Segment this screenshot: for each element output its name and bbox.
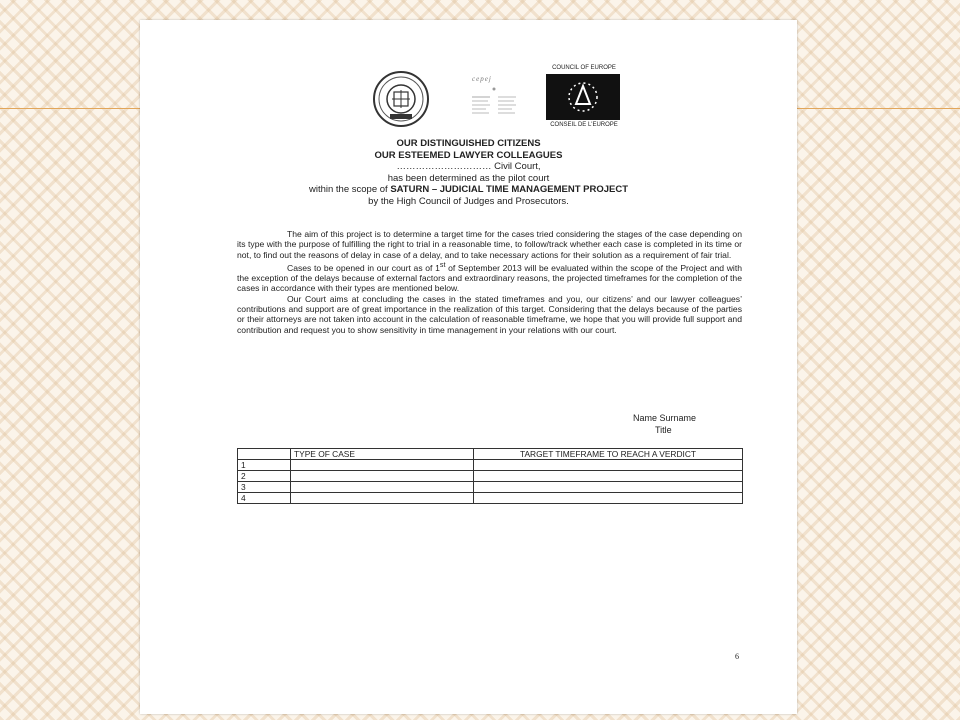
header-line-2: OUR ESTEEMED LAWYER COLLEAGUES — [374, 149, 563, 161]
header-target-timeframe: TARGET TIMEFRAME TO REACH A VERDICT — [474, 449, 743, 460]
row-number: 1 — [238, 460, 291, 471]
council-of-europe-stars-icon — [546, 74, 620, 120]
paragraph-aim: The aim of this project is to determine a target time for the cases tried considering the stages of the case depending on its type with the purpose of fulfilling the right to trial in a reasonable time, to follow/track whether each case is completed in its time or not, to find out the reasons of delay in case of a delay, and to take necessary actions for their solution as a requirement of fair trial. — [237, 229, 742, 260]
target-timeframe-cell — [474, 482, 743, 493]
header-line-6: by the High Council of Judges and Prosecutors. — [368, 195, 569, 207]
court-seal-icon — [372, 70, 430, 128]
signature-block — [633, 413, 696, 436]
coe-subtitle: CONSEIL DE L'EUROPE — [550, 122, 618, 128]
page-number: 6 — [735, 652, 739, 661]
cepej-label: cepej — [472, 75, 492, 83]
logo-row — [140, 65, 797, 133]
header-type-of-case: TYPE OF CASE — [291, 449, 474, 460]
header-line-4: has been determined as the pilot court — [387, 172, 550, 184]
coe-title: COUNCIL OF EUROPE — [552, 65, 616, 71]
ordinal-suffix: st — [439, 260, 446, 269]
header-line-3: ………………………… Civil Court, — [396, 161, 541, 173]
cepej-logo — [450, 75, 540, 123]
type-of-case-cell — [291, 493, 474, 504]
case-timeframe-table — [237, 448, 743, 504]
paragraph-court-aims: Our Court aims at concluding the cases in the stated timeframes and you, our citizens’ and our lawyer colleagues’ contributions and support are of great importance in the realization of this target. Considering that the delays because of the parties or their attorneys are not taken into account in the calculation of reasonable timeframe, we hope that you will provide full support and contribution and request you to show sensitivity in time management in your relations with our court. — [237, 293, 742, 335]
table-row — [238, 471, 743, 482]
letter-body — [237, 229, 742, 335]
row-number: 3 — [238, 482, 291, 493]
header-number — [238, 449, 291, 460]
cepej-logo-icon — [450, 75, 540, 123]
target-timeframe-cell — [474, 493, 743, 504]
header-line-5 — [140, 184, 797, 196]
type-of-case-cell — [291, 471, 474, 482]
document-page — [140, 20, 797, 714]
header-line-1: OUR DISTINGUISHED CITIZENS — [396, 138, 541, 149]
target-timeframe-cell — [474, 471, 743, 482]
header-line-5-prefix: within the scope of — [308, 184, 391, 196]
table-row — [238, 493, 743, 504]
paragraph-cases-start: Cases to be opened in our court as of 1 — [287, 262, 440, 273]
signature-name: Name Surname — [633, 413, 697, 423]
target-timeframe-cell — [474, 460, 743, 471]
paragraph-cases-end: of September 2013 will be evaluated within the scope of the Project and with the exception of the delays because of external factors and extraordinary reasons, the projected timeframes for the completion of the cases in accordance with their types are mentioned below. — [237, 262, 742, 294]
type-of-case-cell — [291, 460, 474, 471]
table-row — [238, 482, 743, 493]
letter-header — [140, 138, 797, 208]
table-row — [238, 460, 743, 471]
signature-title: Title — [655, 424, 672, 435]
paragraph-cases — [237, 260, 742, 294]
project-name: SATURN – JUDICIAL TIME MANAGEMENT PROJECT — [390, 184, 629, 196]
row-number: 2 — [238, 471, 291, 482]
table-header-row — [238, 449, 743, 460]
row-number: 4 — [238, 493, 291, 504]
type-of-case-cell — [291, 482, 474, 493]
